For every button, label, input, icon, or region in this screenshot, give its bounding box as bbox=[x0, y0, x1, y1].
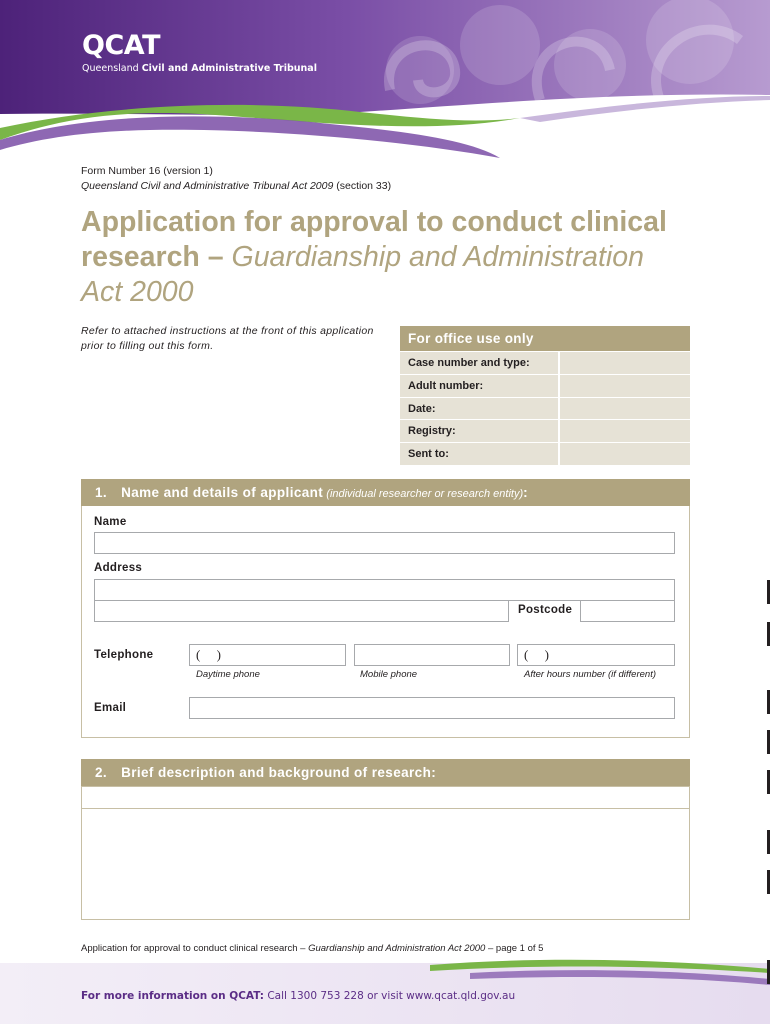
postcode-label: Postcode bbox=[518, 604, 573, 616]
office-row-adult: Adult number: bbox=[400, 374, 690, 397]
office-registry-field[interactable] bbox=[560, 420, 690, 442]
form-meta bbox=[81, 164, 391, 194]
section-2-heading: 2. Brief description and background of research: bbox=[81, 759, 690, 786]
section-1-heading: 1. Name and details of applicant (individual researcher or research entity): bbox=[81, 479, 690, 506]
form-act: Queensland Civil and Administrative Tribunal Act 2009 (section 33) bbox=[81, 180, 392, 192]
daytime-phone-input[interactable] bbox=[189, 644, 346, 666]
name-label: Name bbox=[94, 516, 127, 528]
header-banner bbox=[0, 0, 770, 170]
research-description-line-6[interactable] bbox=[81, 897, 690, 920]
address-label: Address bbox=[94, 562, 143, 574]
address-input-line-1[interactable] bbox=[94, 579, 675, 601]
postcode-input[interactable] bbox=[580, 600, 675, 622]
research-description-line-3[interactable] bbox=[81, 831, 690, 854]
mobile-phone-caption: Mobile phone bbox=[360, 669, 418, 680]
more-info-line: For more information on QCAT: Call 1300 753 228 or visit www.qcat.qld.gov.au bbox=[81, 990, 516, 1002]
after-hours-caption: After hours number (if different) bbox=[524, 669, 656, 680]
form-number: Form Number 16 (version 1) bbox=[81, 165, 213, 177]
email-label: Email bbox=[94, 702, 127, 714]
email-input[interactable] bbox=[189, 697, 675, 719]
office-use-heading: For office use only bbox=[400, 326, 690, 351]
logo-subtitle: Queensland Civil and Administrative Tribunal bbox=[82, 63, 317, 74]
research-description-line-5[interactable] bbox=[81, 875, 690, 898]
office-row-case: Case number and type: bbox=[400, 351, 690, 374]
name-input[interactable] bbox=[94, 532, 675, 554]
telephone-label: Telephone bbox=[94, 649, 154, 661]
logo-mark: QCAT bbox=[82, 30, 160, 61]
address-input-line-2[interactable] bbox=[94, 600, 509, 622]
area-code-paren: ( ) bbox=[524, 647, 549, 662]
office-row-date: Date: bbox=[400, 397, 690, 420]
page-title: Application for approval to conduct clinical research – Guardianship and Administration Act 2000 bbox=[81, 206, 667, 308]
research-description-line-2[interactable] bbox=[81, 809, 690, 832]
area-code-paren: ( ) bbox=[196, 647, 221, 662]
page-footer: Application for approval to conduct clinical research – Guardianship and Administration Act 2000 – page 1 of 5 bbox=[81, 943, 544, 954]
research-description-line-1[interactable] bbox=[81, 786, 690, 809]
form-instructions: Refer to attached instructions at the front of this application prior to filling out this form. bbox=[81, 325, 374, 352]
office-adult-field[interactable] bbox=[560, 375, 690, 397]
office-date-field[interactable] bbox=[560, 398, 690, 420]
office-row-registry: Registry: bbox=[400, 419, 690, 442]
daytime-phone-caption: Daytime phone bbox=[196, 669, 260, 680]
office-case-field[interactable] bbox=[560, 352, 690, 374]
mobile-phone-input[interactable] bbox=[354, 644, 510, 666]
after-hours-phone-input[interactable] bbox=[517, 644, 675, 666]
office-use-table bbox=[400, 326, 690, 465]
qcat-logo bbox=[82, 30, 317, 75]
office-row-sent: Sent to: bbox=[400, 442, 690, 465]
office-sent-field[interactable] bbox=[560, 443, 690, 465]
research-description-line-4[interactable] bbox=[81, 853, 690, 876]
